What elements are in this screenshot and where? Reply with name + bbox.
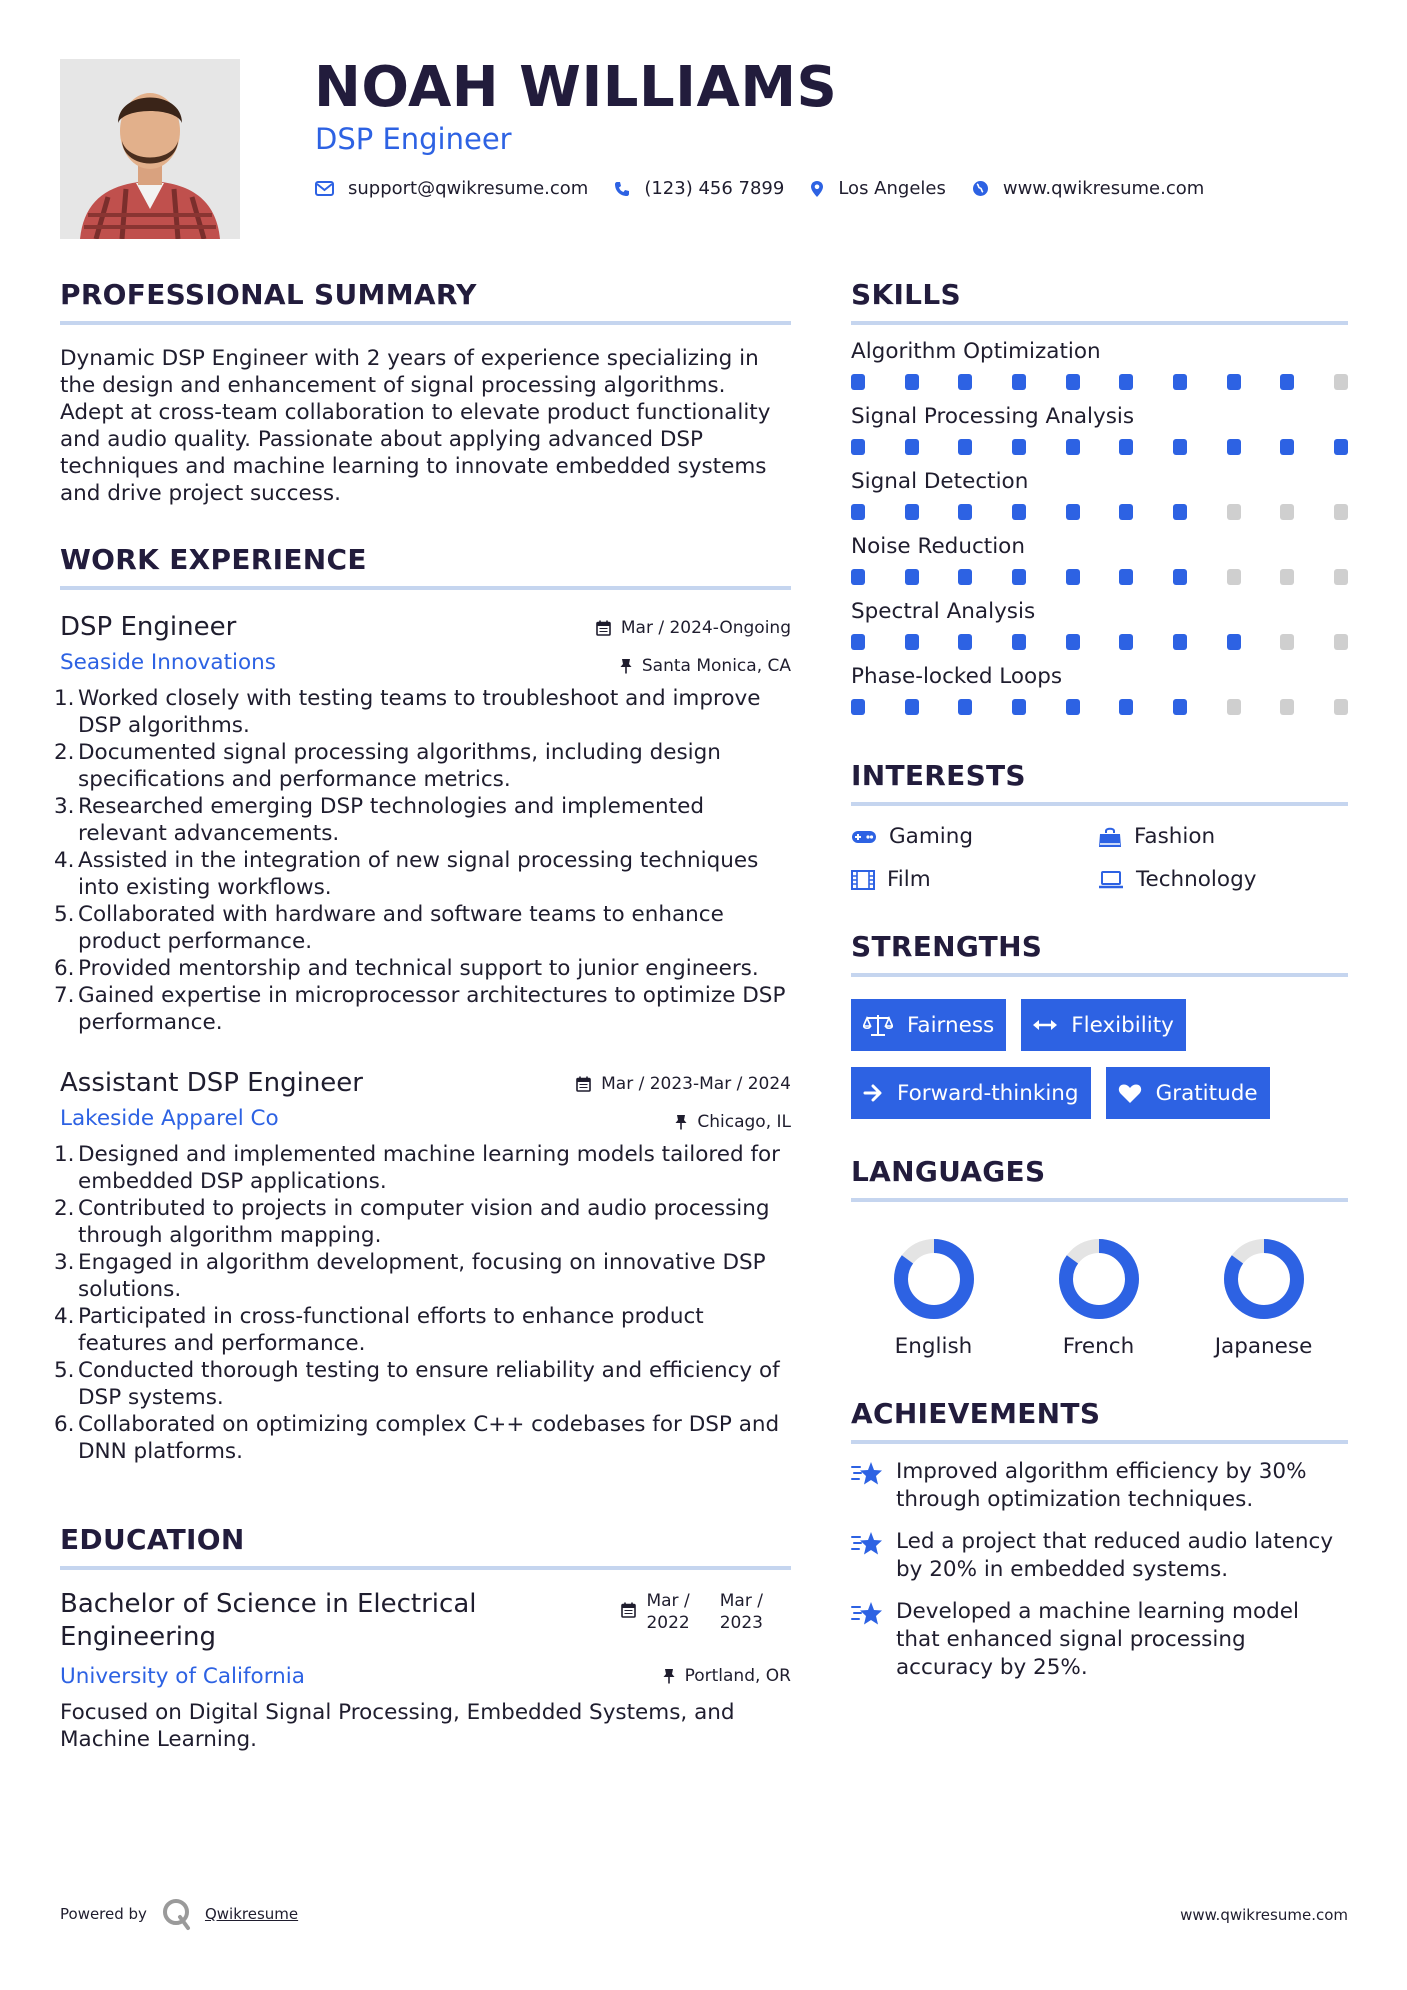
arrow-right-icon — [863, 1084, 883, 1102]
rating-dot-filled — [1227, 634, 1241, 650]
arrows-horizontal-icon — [1033, 1018, 1057, 1032]
strength-chip: Flexibility — [1021, 999, 1186, 1051]
skill-rating — [851, 439, 1348, 455]
degree-title: Bachelor of Science in Electrical Engineering — [60, 1589, 477, 1652]
language-item — [1016, 1236, 1181, 1359]
section-title: ACHIEVEMENTS — [851, 1397, 1348, 1444]
rating-dot-filled — [905, 504, 919, 520]
interest-item: Film — [851, 867, 1098, 892]
section-title: EDUCATION — [60, 1523, 791, 1570]
rating-dot-empty — [1227, 504, 1241, 520]
avatar — [60, 59, 240, 239]
rating-dot-filled — [905, 699, 919, 715]
contact-phone[interactable] — [614, 178, 784, 199]
rating-dot-filled — [958, 569, 972, 585]
job-location: Santa Monica, CA — [620, 656, 791, 676]
calendar-icon — [576, 1076, 591, 1092]
rating-dot-filled — [1066, 374, 1080, 390]
list-item: 3. Researched emerging DSP technologies and implemented relevant advancements. — [54, 794, 704, 846]
rating-dot-filled — [1280, 439, 1294, 455]
education-location: Portland, OR — [663, 1666, 791, 1686]
calendar-icon — [596, 620, 611, 636]
contact-bar — [315, 178, 1230, 199]
shooting-star-icon — [851, 1461, 883, 1487]
rating-dot-filled — [1066, 569, 1080, 585]
list-item: 5. Conducted thorough testing to ensure reliability and efficiency of DSP systems. — [54, 1358, 780, 1410]
skill-name: Spectral Analysis — [851, 599, 1036, 624]
job-location: Chicago, IL — [675, 1112, 791, 1132]
contact-website[interactable] — [972, 178, 1204, 199]
section-title: LANGUAGES — [851, 1155, 1348, 1202]
education-dates: Mar / 2022 Mar / 2023 — [621, 1590, 763, 1634]
rating-dot-filled — [958, 439, 972, 455]
footer-website[interactable]: www.qwikresume.com — [1180, 1906, 1348, 1924]
skill-item — [851, 468, 1348, 520]
rating-dot-filled — [958, 504, 972, 520]
job-company[interactable]: Lakeside Apparel Co — [60, 1106, 279, 1131]
rating-dot-filled — [958, 374, 972, 390]
rating-dot-filled — [1280, 374, 1294, 390]
shooting-star-icon — [851, 1601, 883, 1627]
shopping-bag-icon — [1098, 826, 1122, 848]
job-entry — [54, 612, 791, 1036]
job-company[interactable]: Seaside Innovations — [60, 650, 276, 675]
achievement-item: Improved algorithm efficiency by 30% through optimization techniques. — [851, 1458, 1348, 1514]
list-item: 4. Participated in cross-functional efforts to enhance product features and performance. — [54, 1304, 704, 1356]
language-item — [851, 1236, 1016, 1359]
strengths-section — [851, 930, 1348, 1119]
rating-dot-filled — [851, 439, 865, 455]
job-bullets — [54, 1141, 791, 1465]
rating-dot-filled — [1173, 634, 1187, 650]
globe-icon — [972, 180, 989, 197]
interests-section — [851, 759, 1348, 892]
interest-item: Gaming — [851, 824, 1098, 849]
rating-dot-filled — [1012, 504, 1026, 520]
rating-dot-empty — [1334, 699, 1348, 715]
list-item: 5. Collaborated with hardware and software teams to enhance product performance. — [54, 902, 724, 954]
rating-dot-filled — [1066, 504, 1080, 520]
qwikresume-logo-icon — [161, 1897, 193, 1931]
rating-dot-empty — [1334, 374, 1348, 390]
skill-item — [851, 338, 1348, 390]
rating-dot-empty — [1280, 504, 1294, 520]
rating-dot-filled — [1227, 374, 1241, 390]
phone-text: (123) 456 7899 — [644, 178, 785, 199]
language-name: Japanese — [1214, 1334, 1313, 1359]
rating-dot-filled — [958, 699, 972, 715]
gamepad-icon — [851, 829, 877, 845]
language-name: English — [894, 1334, 973, 1359]
strength-chip: Forward-thinking — [851, 1067, 1091, 1119]
section-title: SKILLS — [851, 278, 1348, 325]
map-pin-icon — [810, 180, 824, 198]
rating-dot-empty — [1280, 634, 1294, 650]
rating-dot-filled — [1119, 569, 1133, 585]
left-column — [54, 278, 791, 1753]
balance-scale-icon — [863, 1013, 893, 1037]
section-title: PROFESSIONAL SUMMARY — [60, 278, 791, 325]
rating-dot-filled — [1119, 699, 1133, 715]
achievement-item: Led a project that reduced audio latency by 20% in embedded systems. — [851, 1528, 1348, 1584]
summary-section — [60, 278, 791, 507]
job-entry — [54, 1068, 791, 1465]
rating-dot-filled — [958, 634, 972, 650]
list-item: 1. Designed and implemented machine learning models tailored for embedded DSP applications. — [54, 1142, 781, 1194]
rating-dot-empty — [1227, 569, 1241, 585]
list-item: 2. Contributed to projects in computer vision and audio processing through algorithm mapping. — [54, 1196, 770, 1248]
rating-dot-empty — [1280, 569, 1294, 585]
summary-text: Dynamic DSP Engineer with 2 years of experience specializing in the design and enhancement of signal processing algorithms. Adept at cross-team collaboration to elevate product functionality and audio quality. Passionate about applying advanced DSP techniques and machine learning to innovate embedded systems and drive project success. — [60, 346, 771, 506]
calendar-icon — [621, 1602, 636, 1618]
interests-grid — [851, 824, 1348, 892]
skill-name: Noise Reduction — [851, 534, 1025, 559]
rating-dot-filled — [1173, 439, 1187, 455]
rating-dot-filled — [1066, 699, 1080, 715]
rating-dot-filled — [1119, 439, 1133, 455]
education-entry — [60, 1588, 791, 1753]
achievements-section — [851, 1397, 1348, 1682]
job-bullets — [54, 685, 791, 1036]
strength-chip: Gratitude — [1106, 1067, 1270, 1119]
rating-dot-filled — [1173, 504, 1187, 520]
rating-dot-empty — [1280, 699, 1294, 715]
list-item: 2. Documented signal processing algorithms, including design specifications and performance metrics. — [54, 740, 721, 792]
location-text: Los Angeles — [838, 178, 946, 199]
section-title: STRENGTHS — [851, 930, 1348, 977]
rating-dot-filled — [905, 569, 919, 585]
rating-dot-filled — [905, 374, 919, 390]
list-item: 7. Gained expertise in microprocessor architectures to optimize DSP performance. — [54, 983, 786, 1035]
skills-section — [851, 278, 1348, 715]
rating-dot-filled — [851, 374, 865, 390]
achievements-list — [851, 1458, 1348, 1682]
education-section — [60, 1523, 791, 1753]
rating-dot-filled — [1012, 569, 1026, 585]
language-donut — [1221, 1236, 1307, 1322]
job-date: Mar / 2024-Ongoing — [596, 618, 791, 638]
strengths-list — [851, 999, 1348, 1119]
rating-dot-filled — [1173, 699, 1187, 715]
rating-dot-filled — [1119, 504, 1133, 520]
rating-dot-filled — [1334, 439, 1348, 455]
skill-item — [851, 663, 1348, 715]
strength-chip: Fairness — [851, 999, 1006, 1051]
skill-item — [851, 598, 1348, 650]
shooting-star-icon — [851, 1531, 883, 1557]
skills-list — [851, 338, 1348, 715]
education-description: Focused on Digital Signal Processing, Embedded Systems, and Machine Learning. — [60, 1700, 735, 1752]
rating-dot-filled — [905, 634, 919, 650]
list-item: 6. Collaborated on optimizing complex C++ codebases for DSP and DNN platforms. — [54, 1412, 780, 1464]
achievement-item: Developed a machine learning model that enhanced signal processing accuracy by 25%. — [851, 1598, 1348, 1682]
rating-dot-empty — [1334, 634, 1348, 650]
heart-icon — [1118, 1083, 1142, 1104]
skill-rating — [851, 374, 1348, 390]
skill-name: Signal Detection — [851, 469, 1029, 494]
right-column — [851, 278, 1348, 1682]
list-item: 4. Assisted in the integration of new signal processing techniques into existing workflows. — [54, 848, 759, 900]
film-icon — [851, 870, 875, 890]
rating-dot-empty — [1227, 699, 1241, 715]
footer-powered-by: Powered by Qwikresume — [60, 1897, 298, 1931]
rating-dot-filled — [1119, 374, 1133, 390]
thumbtack-icon — [620, 658, 632, 674]
rating-dot-filled — [851, 504, 865, 520]
rating-dot-filled — [905, 439, 919, 455]
list-item: 1. Worked closely with testing teams to troubleshoot and improve DSP algorithms. — [54, 686, 761, 738]
rating-dot-filled — [1173, 569, 1187, 585]
skill-item — [851, 533, 1348, 585]
skill-name: Phase-locked Loops — [851, 664, 1063, 689]
skill-rating — [851, 569, 1348, 585]
section-title: WORK EXPERIENCE — [60, 543, 791, 590]
language-name: French — [1062, 1334, 1135, 1359]
rating-dot-filled — [1012, 374, 1026, 390]
rating-dot-filled — [851, 699, 865, 715]
skill-rating — [851, 699, 1348, 715]
rating-dot-filled — [1173, 374, 1187, 390]
contact-location — [810, 178, 946, 199]
job-title: DSP Engineer — [60, 612, 237, 642]
job-title: Assistant DSP Engineer — [60, 1068, 363, 1098]
thumbtack-icon — [663, 1668, 675, 1684]
skill-rating — [851, 634, 1348, 650]
rating-dot-filled — [1227, 439, 1241, 455]
website-text: www.qwikresume.com — [1002, 178, 1205, 199]
language-donut — [1056, 1236, 1142, 1322]
section-title: INTERESTS — [851, 759, 1348, 806]
rating-dot-filled — [851, 634, 865, 650]
list-item: 6. Provided mentorship and technical support to junior engineers. — [54, 956, 759, 981]
rating-dot-filled — [851, 569, 865, 585]
phone-icon — [614, 181, 630, 197]
rating-dot-empty — [1334, 569, 1348, 585]
job-date: Mar / 2023-Mar / 2024 — [576, 1074, 791, 1094]
language-item — [1181, 1236, 1346, 1359]
qwikresume-link[interactable]: Qwikresume — [204, 1905, 299, 1923]
languages-list — [851, 1236, 1348, 1359]
candidate-name: NOAH WILLIAMS — [314, 55, 838, 120]
experience-section — [54, 543, 791, 1465]
skill-rating — [851, 504, 1348, 520]
language-donut — [891, 1236, 977, 1322]
rating-dot-filled — [1119, 634, 1133, 650]
interest-item: Technology — [1098, 867, 1348, 892]
rating-dot-filled — [1012, 699, 1026, 715]
interest-item: Fashion — [1098, 824, 1348, 849]
envelope-icon — [315, 181, 334, 196]
profile-photo — [60, 59, 240, 239]
thumbtack-icon — [675, 1114, 687, 1130]
skill-item — [851, 403, 1348, 455]
skill-name: Signal Processing Analysis — [851, 404, 1135, 429]
languages-section — [851, 1155, 1348, 1359]
rating-dot-filled — [1066, 634, 1080, 650]
email-text: support@qwikresume.com — [348, 178, 589, 199]
rating-dot-filled — [1012, 634, 1026, 650]
laptop-icon — [1098, 871, 1124, 889]
list-item: 3. Engaged in algorithm development, focusing on innovative DSP solutions. — [54, 1250, 766, 1302]
school-name[interactable]: University of California — [60, 1664, 305, 1689]
skill-name: Algorithm Optimization — [851, 339, 1101, 364]
candidate-role: DSP Engineer — [315, 122, 512, 156]
rating-dot-empty — [1334, 504, 1348, 520]
rating-dot-filled — [1066, 439, 1080, 455]
contact-email[interactable] — [315, 178, 588, 199]
rating-dot-filled — [1012, 439, 1026, 455]
